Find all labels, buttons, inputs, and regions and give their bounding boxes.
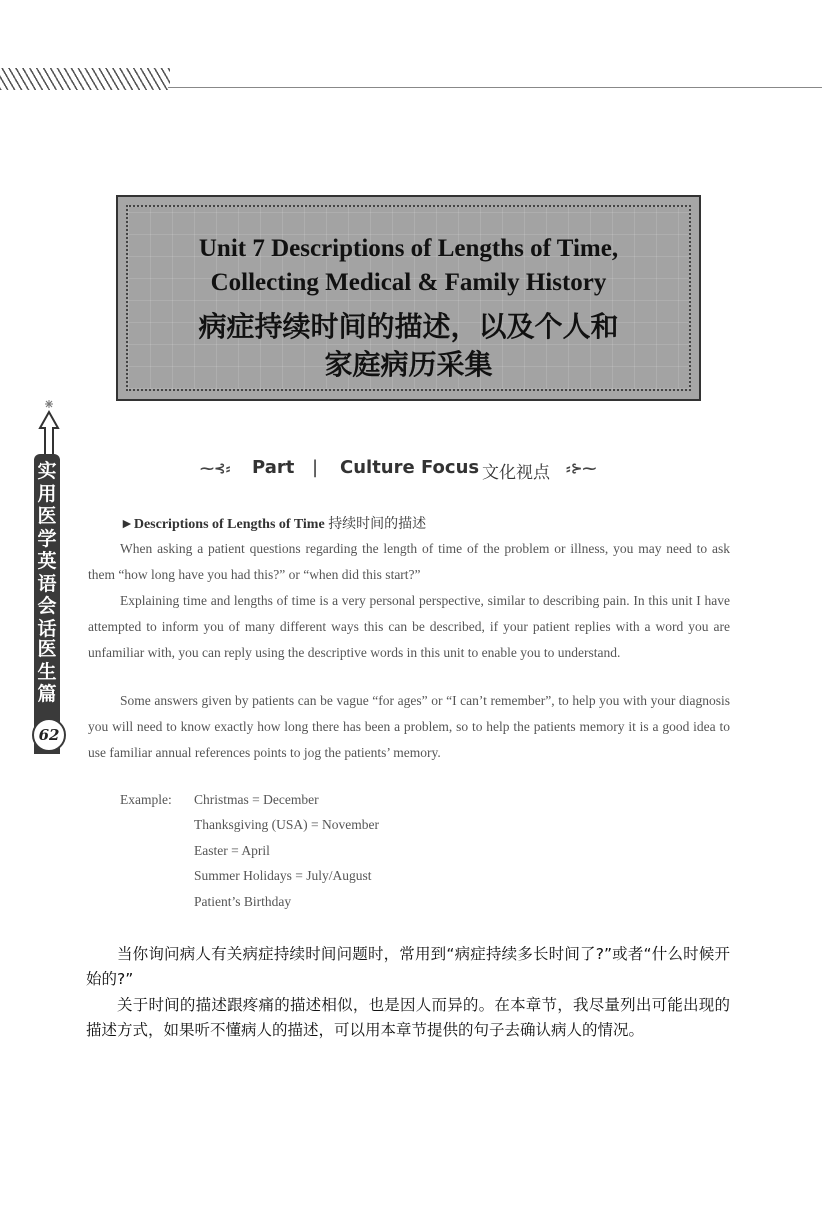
part-separator: | <box>312 457 319 478</box>
header-rule <box>168 87 822 88</box>
section-title <box>120 513 426 533</box>
page-number: 62 <box>32 718 66 752</box>
example-line: Christmas = December <box>194 792 319 807</box>
example-line: Thanksgiving (USA) = November <box>194 817 379 832</box>
section-title-en: Descriptions of Lengths of Time <box>133 517 325 532</box>
example-label: Example: <box>120 792 172 807</box>
sparkle-arrow-icon <box>36 398 62 456</box>
example-line: Easter = April <box>194 843 270 858</box>
example-line: Patient’s Birthday <box>194 894 292 909</box>
paragraph: Some answers given by patients can be vague “for ages” or “I can’t remember”, to help you with your diagnosis you will need to know exactly how long there has been a problem, so to help the patients memory it is a good idea to use familiar annual references points to jog the patients’ memory. <box>88 693 730 760</box>
right-swirl-icon: ⸗⊱⁓ <box>566 461 597 477</box>
unit-title-line2: Collecting Medical & Family History <box>210 269 607 296</box>
unit-banner <box>116 195 701 401</box>
chinese-paragraph: 当你询问病人有关病症持续时间问题时，常用到“病症持续多长时间了?”或者“什么时候开始的?” <box>86 945 730 988</box>
banner-inner-frame <box>126 205 691 391</box>
part-title-cn: 文化视点 <box>482 463 550 483</box>
book-title: 实用医学英语会话 <box>37 460 57 640</box>
header-hatch-decoration <box>0 68 170 90</box>
chinese-paragraph: 关于时间的描述跟疼痛的描述相似，也是因人而异的。在本章节，我尽量列出可能出现的描述方式，如果听不懂病人的描述，可以用本章节提供的句子去确认病人的情况。 <box>86 996 730 1039</box>
paragraph: Explaining time and lengths of time is a very personal perspective, similar to describing pain. In this unit I have attempted to inform you of many different ways this can be described, if your patient replies with a word you are unfamiliar with, you can reply using the descriptive words in this unit to enable you to understand. <box>88 593 730 660</box>
triangle-bullet-icon: ► <box>120 517 134 532</box>
unit-title-cn-line2: 家庭病历采集 <box>324 348 493 381</box>
section-title-cn: 持续时间的描述 <box>328 517 427 532</box>
unit-title-line1: Unit 7 Descriptions of Lengths of Time, <box>198 235 619 262</box>
paragraph: When asking a patient questions regarding the length of time of the problem or illness, you may need to ask them “how long have you had this?” or “when did this start?” <box>88 541 730 582</box>
part-heading <box>200 455 620 485</box>
left-swirl-icon: ⁓⊰⸗ <box>200 461 231 477</box>
book-subtitle: 医生篇 <box>37 638 57 705</box>
part-title: Culture Focus <box>340 457 480 478</box>
unit-title-cn-line1: 病症持续时间的描述，以及个人和 <box>198 310 619 343</box>
part-label: Part <box>252 457 295 478</box>
example-line: Summer Holidays = July/August <box>194 868 372 883</box>
